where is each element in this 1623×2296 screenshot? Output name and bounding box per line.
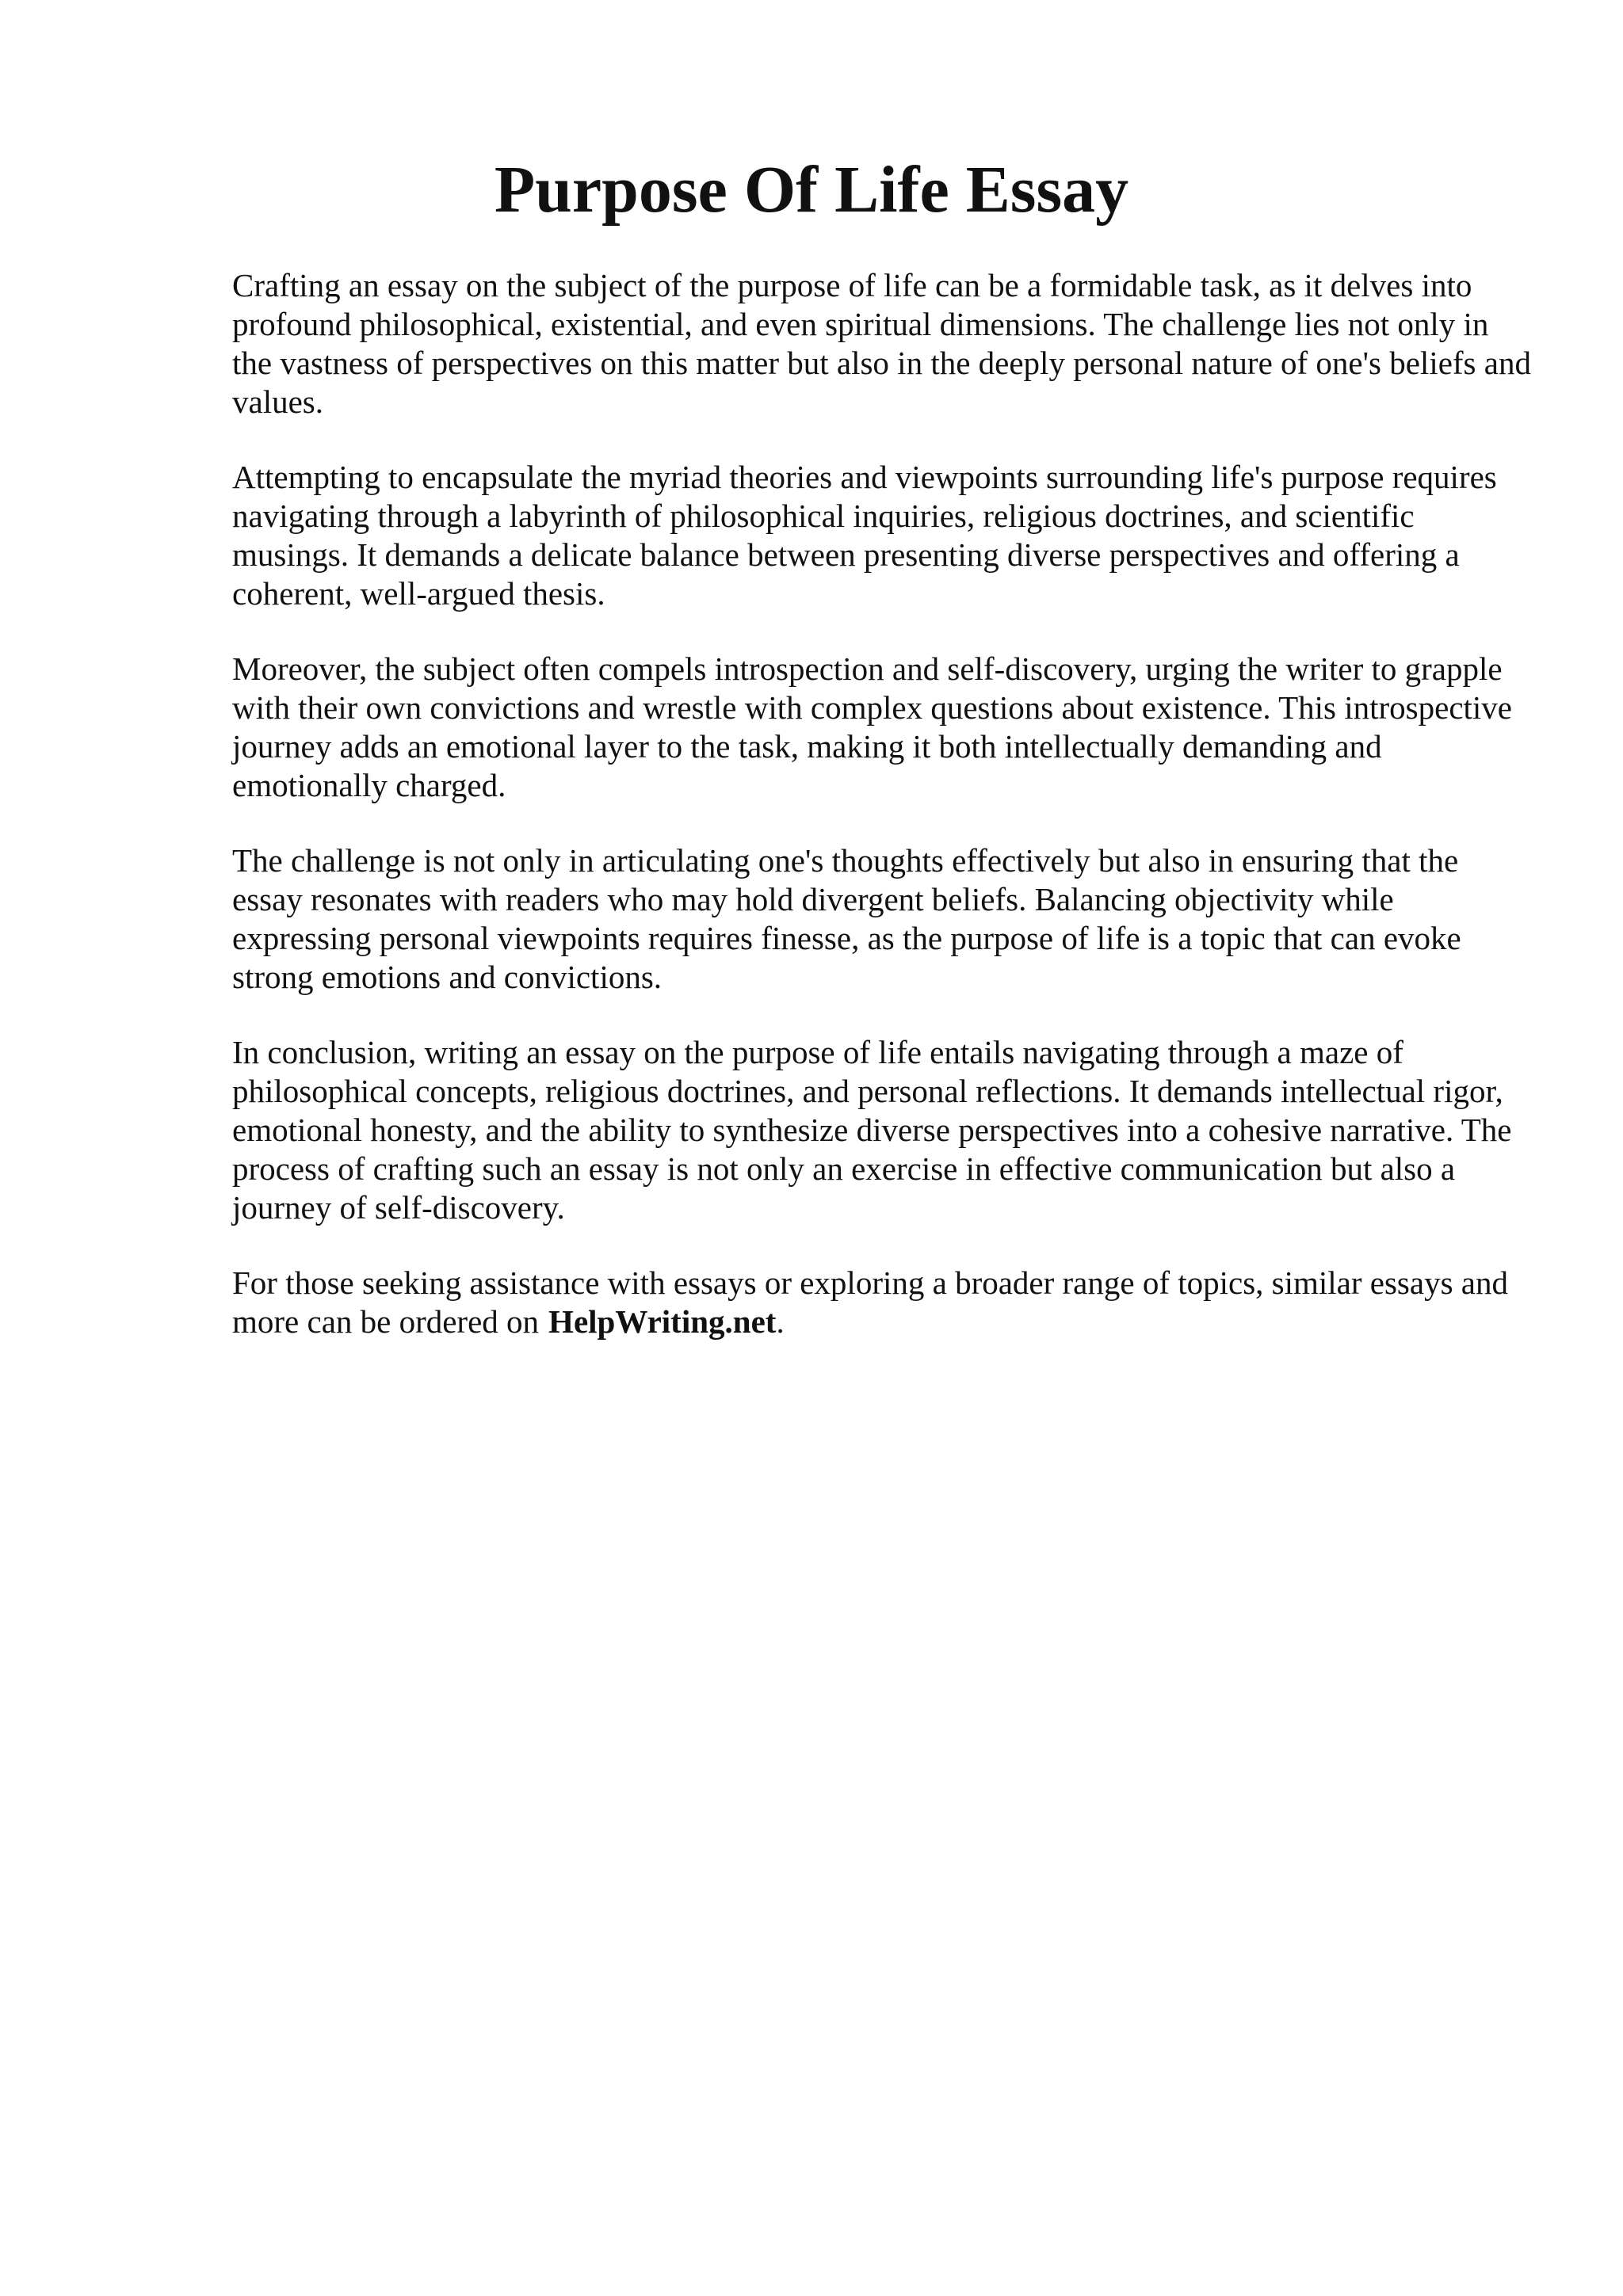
closing-paragraph <box>232 1264 1532 1341</box>
paragraph-4: The challenge is not only in articulating one's thoughts effectively but also in ensuring that the essay resonates with readers who may hold divergent beliefs. Balancing objectivity while expressing personal viewpoints requires finesse, as the purpose of life is a topic that can evoke strong emotions and convictions. <box>232 842 1461 995</box>
document-body <box>232 266 1532 1378</box>
closing-period: . <box>776 1303 785 1340</box>
closing-text: For those seeking assistance with essays or exploring a broader range of topics, similar essays and more can be ordered on <box>232 1264 1508 1340</box>
paragraph-2: Attempting to encapsulate the myriad theories and viewpoints surrounding life's purpose requires navigating through a labyrinth of philosophical inquiries, religious doctrines, and scientific musings. It demands a delicate balance between presenting diverse perspectives and offering a coherent, well-argued thesis. <box>232 459 1497 612</box>
paragraph-1: Crafting an essay on the subject of the purpose of life can be a formidable task, as it delves into profound philosophical, existential, and even spiritual dimensions. The challenge lies not only in the vastness of perspectives on this matter but also in the deeply personal nature of one's beliefs and values. <box>232 267 1531 420</box>
helpwriting-link[interactable]: HelpWriting.net <box>548 1303 777 1340</box>
paragraph-3: Moreover, the subject often compels introspection and self-discovery, urging the writer to grapple with their own convictions and wrestle with complex questions about existence. This introspective journey adds an emotional layer to the task, making it both intellectually demanding and emotionally charged. <box>232 650 1512 803</box>
paragraph-5: In conclusion, writing an essay on the purpose of life entails navigating through a maze of philosophical concepts, religious doctrines, and personal reflections. It demands intellectual rigor, emotional honesty, and the ability to synthesize diverse perspectives into a cohesive narrative. The process of crafting such an essay is not only an exercise in effective communication but also a journey of self-discovery. <box>232 1034 1512 1226</box>
document-title: Purpose Of Life Essay <box>494 153 1129 227</box>
